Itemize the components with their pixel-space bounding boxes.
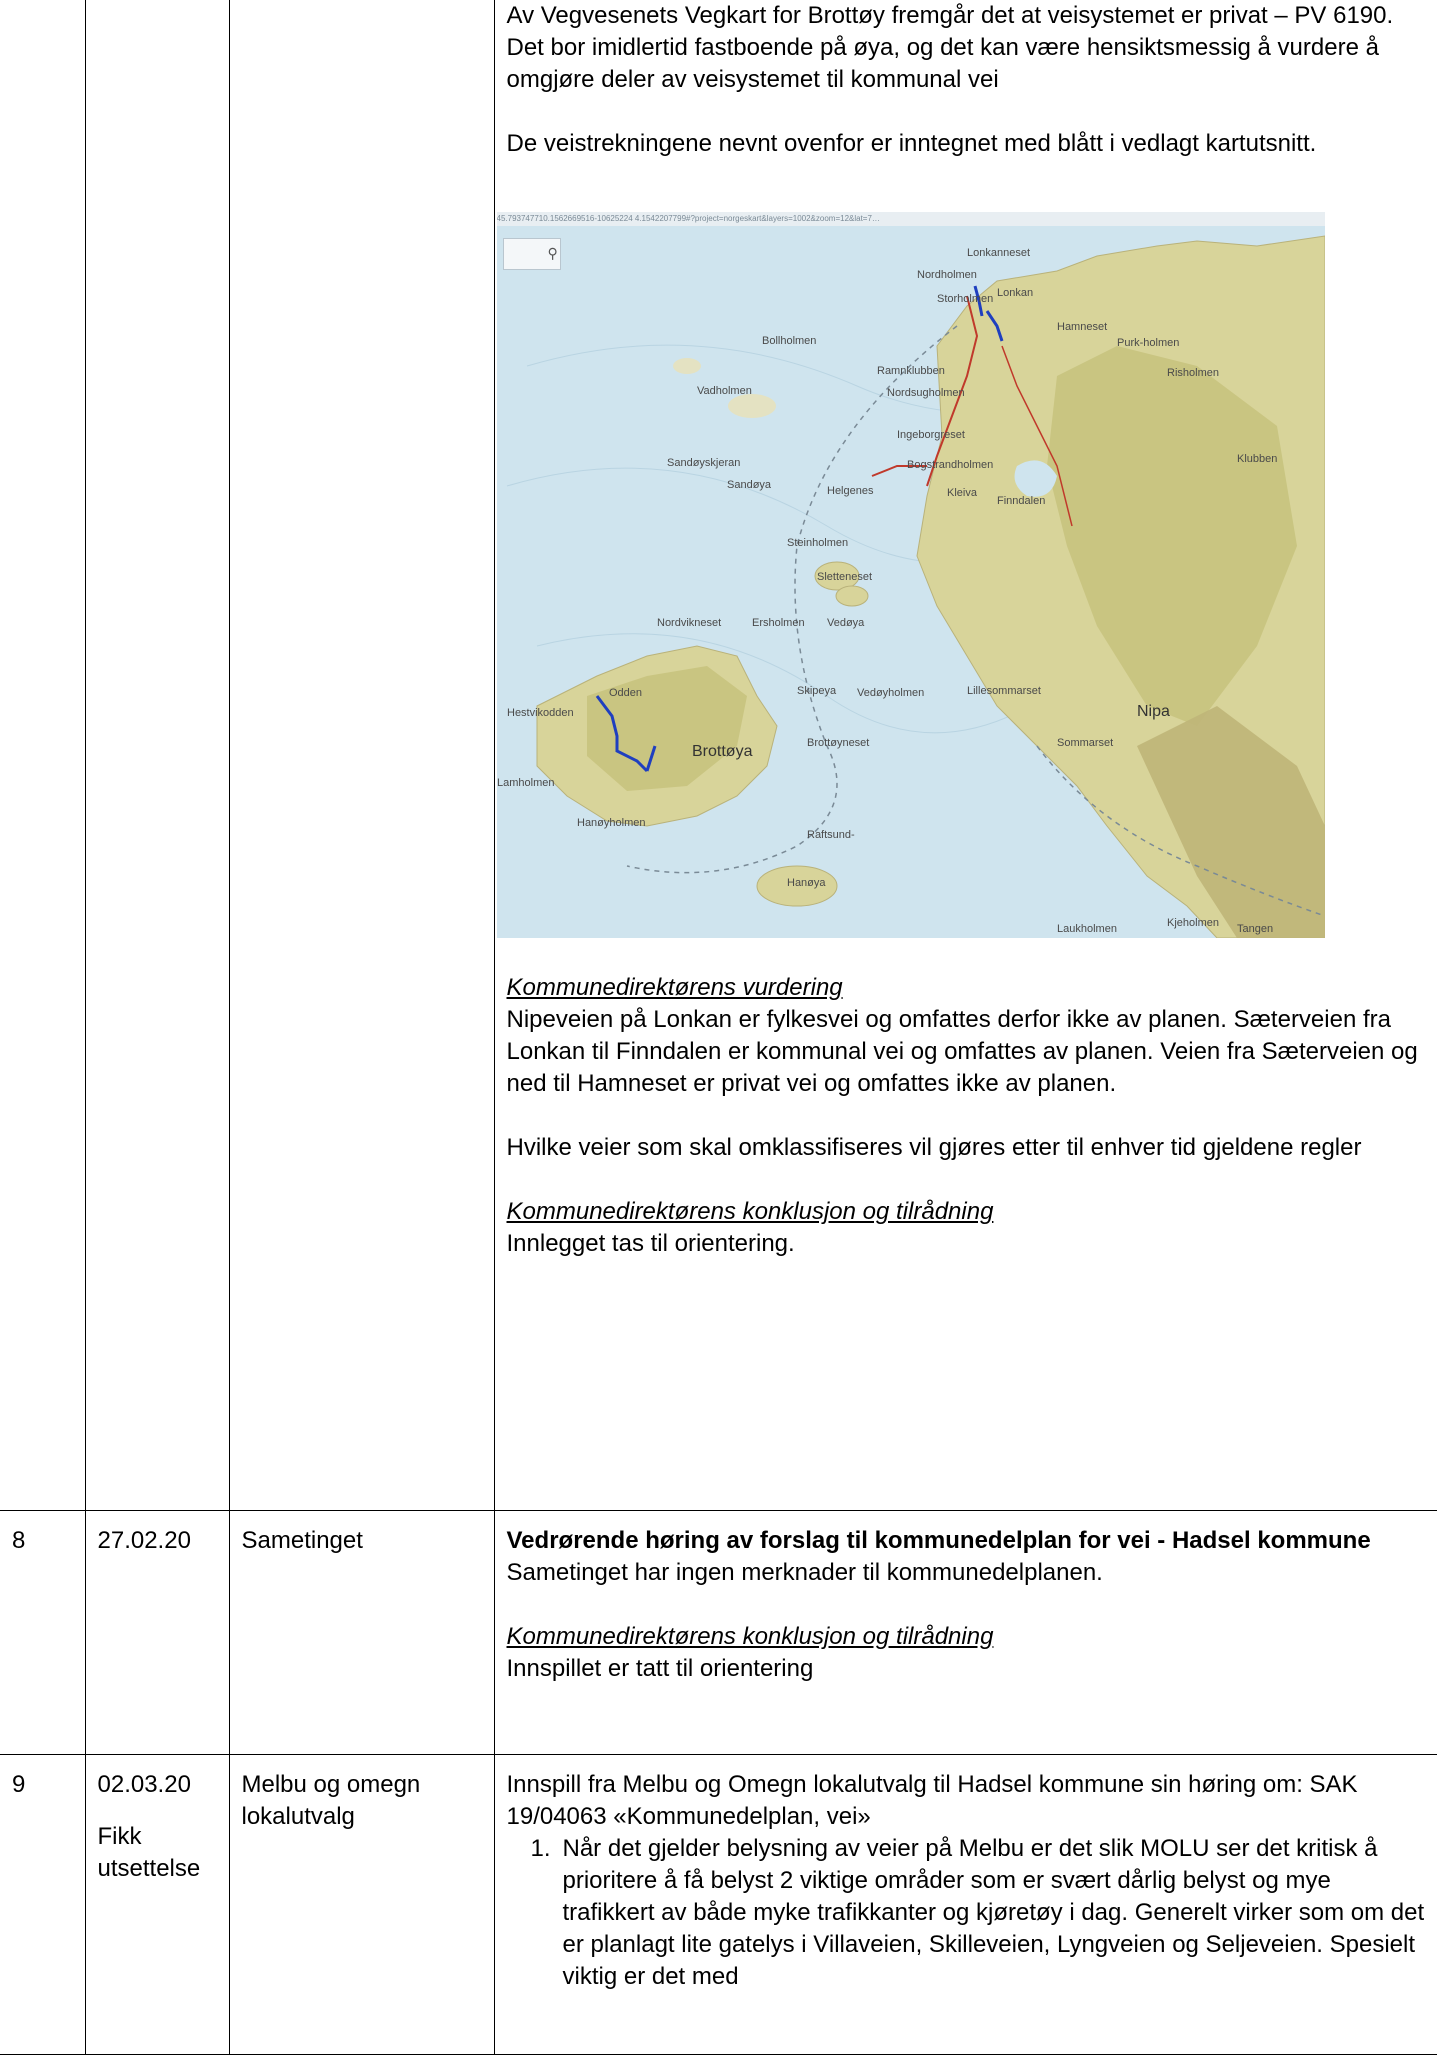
row-content-cell [494, 0, 1437, 1510]
row-sender-cell [229, 0, 494, 1510]
search-icon[interactable]: ⚲ [547, 245, 558, 261]
map-label: Nordsugholmen [886, 387, 965, 399]
map-label: Hestvikodden [506, 707, 574, 719]
map-label: Hanøyholmen [576, 817, 645, 829]
map-label: Vadholmen [696, 385, 752, 397]
map-label: Steinholmen [786, 537, 848, 549]
map-label: Ingeborgreset [896, 429, 965, 441]
map-label: Tangen [1236, 923, 1273, 935]
row-number-cell [0, 0, 85, 1510]
row-date-cell [85, 0, 229, 1510]
map-label: Lonkan [996, 287, 1033, 299]
map-label: Odden [608, 687, 642, 699]
row-number-cell: 9 [0, 1754, 85, 2054]
list-number: 1. [530, 1834, 551, 1862]
map-label: Bogstrandholmen [906, 459, 993, 471]
map-label: Storholmen [936, 293, 993, 305]
row-date-cell: 27.02.20 [85, 1510, 229, 1754]
map-url-bar: 45.793747710.1562669516-10625224 4.1542207799#?project=norgeskart&layers=1002&zoom=12&lat=7… [497, 212, 1325, 226]
map-label: Lamholmen [496, 777, 554, 789]
numbered-list [507, 1833, 1426, 1993]
table-row [0, 1754, 1437, 2054]
map-label: Helgenes [826, 485, 873, 497]
list-item [530, 1833, 1426, 1993]
map-label: Skipeya [796, 685, 836, 697]
map-label: Brottøya [691, 743, 752, 760]
map-label: Lillesommarset [966, 685, 1041, 697]
map-label: Sandøyskjeran [666, 457, 740, 469]
map-label: Klubben [1236, 453, 1277, 465]
map-label: Vedøya [826, 617, 864, 629]
map-label: Lonkanneset [966, 247, 1030, 259]
date-text: 02.03.20 [97, 1770, 191, 1798]
map-label: Hanøya [786, 877, 826, 889]
row-sender-cell: Sametinget [229, 1510, 494, 1754]
map-label: Raftsund- [806, 829, 855, 841]
deadline-note: Fikk utsettelse [97, 1822, 201, 1882]
table-row [0, 1510, 1437, 1754]
row-content-cell [494, 1754, 1437, 2054]
submission-title: Vedrørende høring av forslag til kommunedelplan for vei - Hadsel kommune [506, 1526, 1371, 1554]
row-date-cell [85, 1754, 229, 2054]
map-label: Hamneset [1056, 321, 1107, 333]
rules-paragraph: Hvilke veier som skal omklassifiseres vil gjøres etter til enhver tid gjeldene regler [506, 1134, 1362, 1161]
map-label: Nordholmen [916, 269, 977, 281]
row-number-cell: 8 [0, 1510, 85, 1754]
row-content-cell [494, 1510, 1437, 1754]
map-label: Nordvikneset [656, 617, 721, 629]
map-label: Sandøya [726, 479, 771, 491]
map-label: Sletteneset [816, 571, 872, 583]
map-label: Bollholmen [761, 335, 816, 347]
map-label: Purk-holmen [1116, 337, 1179, 349]
conclusion-paragraph: Innlegget tas til orientering. [506, 1230, 795, 1257]
conclusion-heading: Kommunedirektørens konklusjon og tilrådning [506, 1198, 994, 1225]
map-label: Kleiva [946, 487, 977, 499]
map-label: Finndalen [996, 495, 1045, 507]
map-label: Risholmen [1166, 367, 1219, 379]
map-label: Laukholmen [1056, 923, 1117, 935]
submission-paragraph: Sametinget har ingen merknader til kommunedelplanen. [506, 1558, 1103, 1586]
map-note-paragraph: De veistrekningene nevnt ovenfor er inntegnet med blått i vedlagt kartutsnitt. [506, 130, 1317, 157]
map-graphic [497, 226, 1325, 938]
conclusion-paragraph: Innspillet er tatt til orientering [506, 1654, 814, 1682]
map-label: Vedøyholmen [856, 687, 924, 699]
map-label: Nipa [1136, 703, 1170, 720]
list-item-text: Når det gjelder belysning av veier på Melbu er det slik MOLU ser det kritisk å prioritere å få belyst 2 viktige områder som er svært dårlig belyst og mye trafikkert av både myke trafikkanter og kjøretøy i dag. Generelt virker som om det er planlagt lite gatelys i Villaveien, Skilleveien, Lyngveien og Seljeveien. Spesielt viktig er det med [562, 1834, 1425, 1990]
intro-paragraph: Av Vegvesenets Vegkart for Brottøy fremgår det at veisystemet er privat – PV 6190. Det bor imidlertid fastboende på øya, og det kan være hensiktsmessig å vurdere å omgjøre deler av veisystemet til kommunal vei [506, 2, 1394, 93]
submission-intro: Innspill fra Melbu og Omegn lokalutvalg til Hadsel kommune sin høring om: SAK 19/04063 «Kommunedelplan, vei» [506, 1770, 1358, 1830]
row-sender-cell: Melbu og omegn lokalutvalg [229, 1754, 494, 2054]
assessment-heading: Kommunedirektørens vurdering [506, 974, 843, 1001]
map-label: Ersholmen [751, 617, 805, 629]
map-label: Kjeholmen [1166, 917, 1219, 929]
map-label: Sommarset [1056, 737, 1113, 749]
map-label: Ramnklubben [876, 365, 945, 377]
assessment-paragraph: Nipeveien på Lonkan er fylkesvei og omfattes derfor ikke av planen. Sæterveien fra Lonkan til Finndalen er kommunal vei og omfattes av planen. Veien fra Sæterveien og ned til Hamneset er privat vei og omfattes ikke av planen. [506, 1006, 1418, 1097]
map-label: Brottøyneset [806, 737, 869, 749]
conclusion-heading: Kommunedirektørens konklusjon og tilrådning [506, 1622, 994, 1650]
map-search-box[interactable] [503, 238, 561, 270]
map-excerpt [497, 212, 1325, 938]
